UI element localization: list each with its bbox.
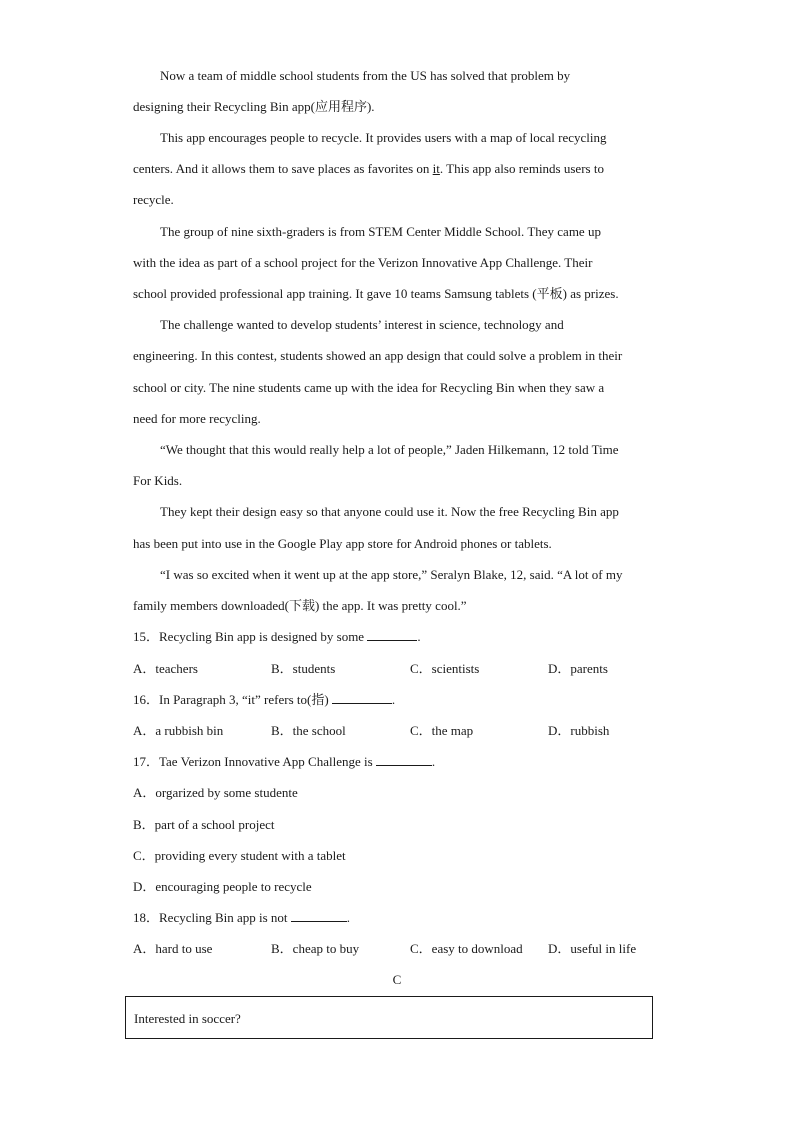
question-18-text: 18．Recycling Bin app is not (133, 910, 291, 925)
question-15-option-c[interactable]: C．scientists (410, 661, 480, 676)
question-16-option-a[interactable]: A．a rubbish bin (133, 723, 224, 738)
answer-blank (376, 753, 432, 766)
paragraph-5-line-1: “We thought that this would really help a lot of people,” Jaden Hilkemann, 12 told Time (160, 442, 619, 457)
question-15-text: 15．Recycling Bin app is designed by some (133, 629, 368, 644)
paragraph-2-text-b: . This app also reminds users to (439, 161, 604, 176)
paragraph-5-line-2: For Kids. (133, 473, 183, 488)
question-18-end: . (346, 910, 351, 925)
question-16-option-d[interactable]: D．rubbish (548, 723, 610, 738)
question-18-option-c[interactable]: C．easy to download (410, 941, 523, 956)
paragraph-1-line-1: Now a team of middle school students from the US has solved that problem by (160, 68, 571, 83)
question-15-end: . (417, 629, 421, 644)
question-17-end: . (431, 754, 436, 769)
paragraph-6-line-2: has been put into use in the Google Play app store for Android phones or tablets. (133, 536, 552, 551)
box-heading: Interested in soccer? (134, 1011, 241, 1026)
question-16-option-c[interactable]: C．the map (410, 723, 474, 738)
question-15-option-a[interactable]: A．teachers (133, 661, 198, 676)
question-17-option-c[interactable]: C．providing every student with a tablet (133, 848, 346, 863)
question-17-option-d[interactable]: D．encouraging people to recycle (133, 879, 312, 894)
paragraph-7-line-2: family members downloaded(下载) the app. It was pretty cool.” (133, 598, 467, 613)
paragraph-4-line-3: school or city. The nine students came up with the idea for Recycling Bin when they saw a (133, 380, 605, 395)
paragraph-7-line-1: “I was so excited when it went up at the app store,” Seralyn Blake, 12, said. “A lot of my (160, 567, 623, 582)
paragraph-4-line-2: engineering. In this contest, students showed an app design that could solve a problem in their (133, 348, 623, 363)
underlined-word-it: it (432, 161, 440, 176)
paragraph-2-text-a: centers. And it allows them to save places as favorites on (133, 161, 433, 176)
question-18-option-b[interactable]: B．cheap to buy (271, 941, 360, 956)
question-16-option-b[interactable]: B．the school (271, 723, 346, 738)
paragraph-2-line-3: recycle. (133, 192, 174, 207)
question-15-option-b[interactable]: B．students (271, 661, 336, 676)
paragraph-6-line-1: They kept their design easy so that anyone could use it. Now the free Recycling Bin app (160, 504, 619, 519)
question-18-stem (133, 909, 350, 927)
question-18-option-d[interactable]: D．useful in life (548, 941, 637, 956)
question-16-text: 16．In Paragraph 3, “it” refers to(指) (133, 692, 332, 707)
question-16-end: . (391, 692, 396, 707)
paragraph-3-line-2: with the idea as part of a school project for the Verizon Innovative App Challenge. Their (133, 255, 593, 270)
question-17-option-b[interactable]: B．part of a school project (133, 817, 275, 832)
paragraph-3-line-1: The group of nine sixth-graders is from STEM Center Middle School. They came up (160, 224, 601, 239)
answer-blank (291, 909, 347, 922)
paragraph-3-line-3: school provided professional app training. It gave 10 teams Samsung tablets (平板) as prizes. (133, 286, 619, 301)
answer-blank (367, 628, 417, 641)
paragraph-1-line-2: designing their Recycling Bin app(应用程序). (133, 99, 375, 114)
paragraph-4-line-4: need for more recycling. (133, 411, 261, 426)
paragraph-2-line-2 (133, 160, 604, 178)
question-17-option-a[interactable]: A．orgarized by some studente (133, 785, 298, 800)
question-18-option-a[interactable]: A．hard to use (133, 941, 213, 956)
question-17-text: 17．Tae Verizon Innovative App Challenge is (133, 754, 376, 769)
section-label: C (392, 972, 402, 987)
question-17-stem (133, 753, 435, 771)
paragraph-4-line-1: The challenge wanted to develop students’ interest in science, technology and (160, 317, 564, 332)
question-15-stem (133, 628, 421, 646)
question-16-stem (133, 691, 395, 709)
question-15-option-d[interactable]: D．parents (548, 661, 608, 676)
answer-blank (332, 691, 392, 704)
paragraph-2-line-1: This app encourages people to recycle. It provides users with a map of local recycling (160, 130, 607, 145)
section-c-box (125, 996, 653, 1039)
